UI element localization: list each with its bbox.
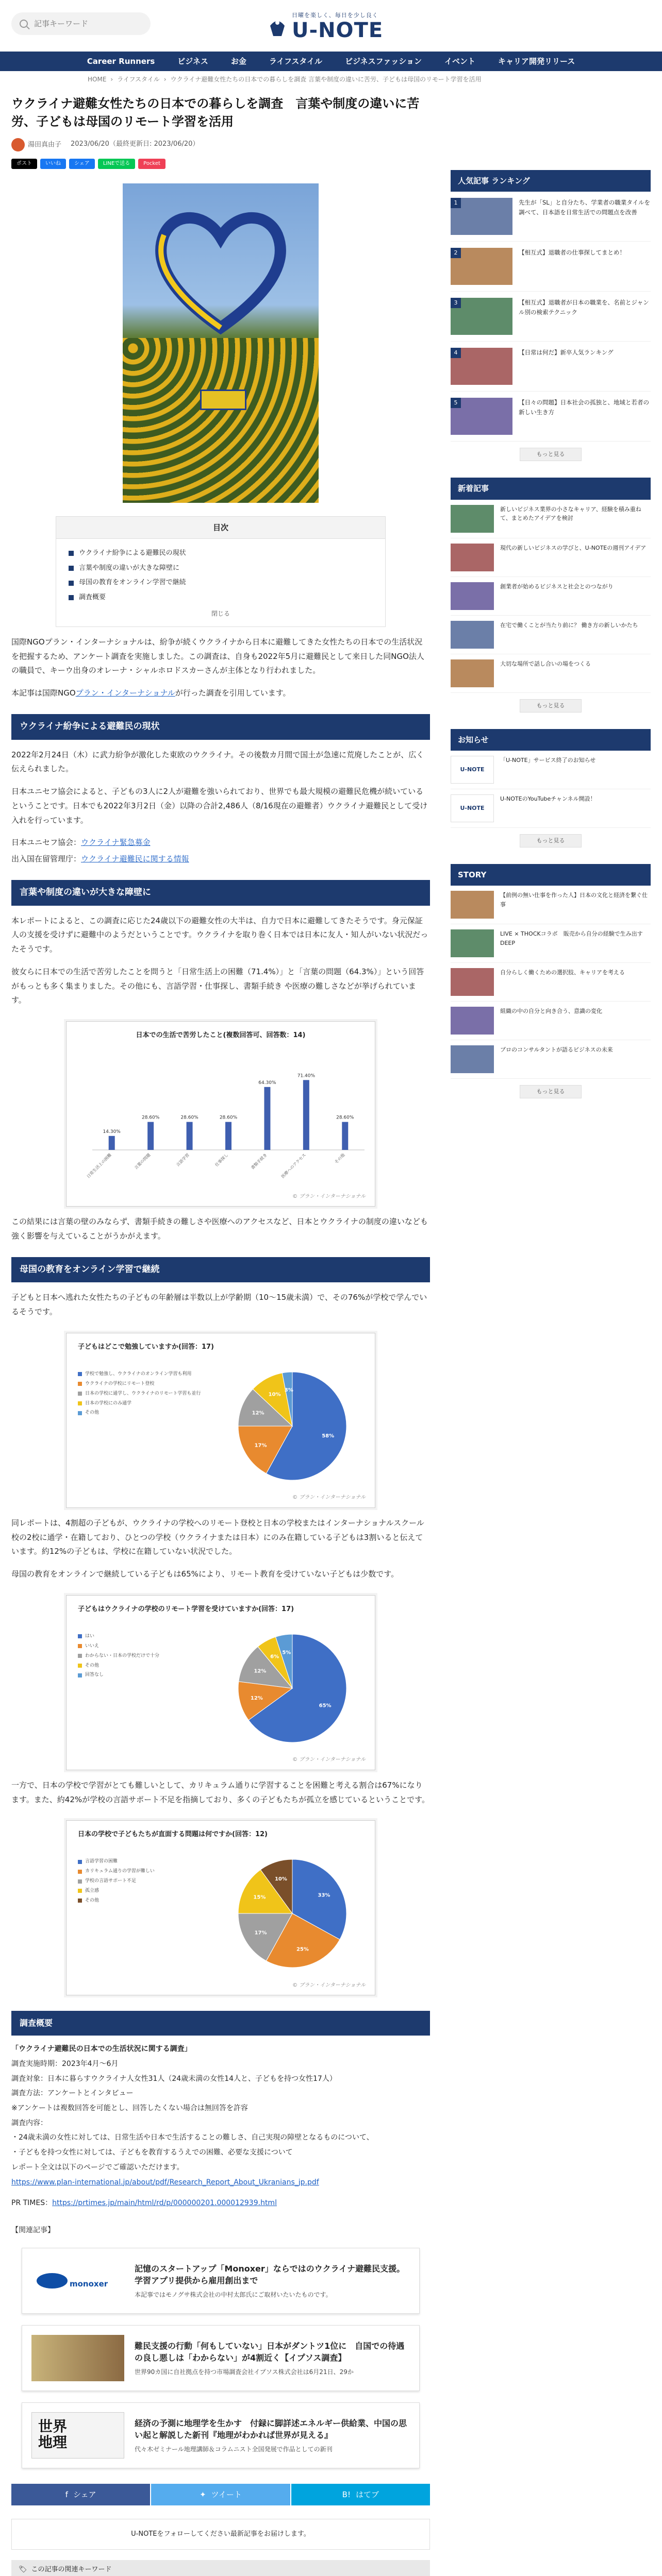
pie-slice-label: 15%: [253, 1894, 266, 1901]
paragraph: 国際NGOプラン・インターナショナルは、紛争が続くウクライナから日本に避難してきた女性たちの日本での生活状況を把握するため、アンケート調査を実施しました。この調査は、自身も2022年5月に避難民として来日した同NGO法人の職員で、キーウ出身のオレーナ・シャルホロドスカーさんが主体となり行われました。: [11, 637, 424, 675]
x-tick-label: 書類手続き: [250, 1152, 268, 1171]
story-title: 組織の中の自分と向き合う、意識の変化: [500, 1008, 602, 1014]
bar: [147, 1122, 154, 1150]
survey-details: 「ウクライナ避難民の日本での生活状況に関する調査」 調査実施時期：2023年4月〜6月 調査対象：日本に暮らすウクライナ人女性31人（24歳未満の女性14人と、子どもを持つ女性17人） 調査方法：アンケートとインタビュー ※アンケートは複数回答を可能とし、回答したくない場合は無回答を許容 調査内容： ・24歳未満の女性に対しては、日常生活や日本で生活することの難しさ、自己実現の障壁となるものについて、 ・子どもを持つ女性に対しては、子どもを教育するうえでの困難、必要な支援について レポート全文は以下のページでご確認いただけます。 https://www.plan-international.jp/about/pdf/Research_Report_About_Ukranians_jp.pdf PR TIMES：https://prtimes.jp/main/html/rd/p/000000201.000012939.html: [11, 2045, 374, 2208]
facebook-icon: f: [65, 2490, 68, 2500]
pie-chart-card: [66, 1595, 375, 1770]
survey-heading: 調査概要: [11, 2011, 430, 2036]
sunflower-field: [123, 338, 319, 503]
bar: [109, 1136, 115, 1150]
legend-swatch: [78, 1644, 82, 1648]
ranking-item[interactable]: [451, 342, 651, 392]
bar-value-label: 14.30%: [103, 1129, 121, 1134]
search-input[interactable]: [34, 19, 142, 28]
legend-label: いいえ: [85, 1643, 100, 1649]
related-thumb: [31, 2335, 124, 2381]
legend-entry: [78, 1651, 159, 1661]
legend-label: わからない・日本の学校だけで十分: [85, 1653, 160, 1658]
ranking-thumb: [451, 348, 512, 385]
legend-swatch: [78, 1879, 82, 1884]
related-article-card[interactable]: 難民支援の行動「何もしていない」日本がダントツ1位に 自国での待遇の良し悪しは「わからない」が4割近く【イプソス調査】 世界90カ国に自社拠点を持つ市場調査会社イプソス株式会社は6月21日、29か: [22, 2325, 420, 2391]
ranking-number: 1: [451, 198, 461, 208]
nav-career-release[interactable]: キャリア開発リリース: [498, 56, 575, 66]
legend-swatch: [78, 1382, 82, 1386]
related-label: 【関連記事】: [11, 2226, 55, 2234]
paragraph: 出入国在留管理庁：ウクライナ避難民に関する情報: [11, 854, 189, 864]
story-thumb: [451, 1045, 494, 1073]
legend-entry: [78, 1670, 159, 1680]
legend-swatch: [78, 1870, 82, 1874]
pie-slice-label: 12%: [250, 1695, 263, 1701]
bird-icon: ✦: [200, 2490, 206, 2500]
pie-slice-label: 10%: [268, 1392, 281, 1398]
legend-label: ウクライナの学校にリモート登校: [85, 1381, 155, 1386]
bar: [264, 1087, 270, 1150]
new-articles-heading: 新着記事: [451, 478, 651, 499]
bar-chart: [67, 1042, 375, 1196]
pie-chart: [215, 1359, 370, 1493]
logo-text: U-NOTE: [292, 18, 384, 42]
ranking-title: 【相互式】退職者の仕事探してまとめ！: [519, 249, 625, 257]
more-button[interactable]: もっと見る: [520, 448, 582, 461]
related-article-card[interactable]: 世界 地理 経済の予測に地理学を生かす 付録に脚詳述エネルギー供給業、中国の思い起と解説した新刊『地理がわかれば世界が見える』 代々木ゼミナール地理講師＆コラムニスト全国発展で作品としての新刊: [22, 2402, 420, 2468]
story-item[interactable]: [451, 1002, 651, 1040]
more-button[interactable]: もっと見る: [520, 1085, 582, 1098]
story-thumb: [451, 968, 494, 996]
more-button[interactable]: もっと見る: [520, 834, 582, 848]
bench: [200, 389, 246, 410]
legend-label: カリキュラム通りの学習が難しい: [85, 1869, 155, 1874]
ranking-thumb: [451, 398, 512, 435]
sidebar: [451, 88, 651, 2576]
bar: [342, 1122, 348, 1150]
notice-heading: お知らせ: [451, 729, 651, 751]
nav-lifestyle[interactable]: ライフスタイル: [269, 56, 323, 66]
immigration-link[interactable]: ウクライナ避難民に関する情報: [81, 854, 189, 864]
news-thumb: [451, 582, 494, 610]
ranking-number: 4: [451, 348, 461, 358]
bar-value-label: 28.60%: [180, 1115, 198, 1121]
ranking-number: 3: [451, 298, 461, 308]
legend-label: 日本の学校にのみ通学: [85, 1400, 132, 1406]
legend-swatch: [78, 1664, 82, 1668]
legend-entry: [78, 1369, 201, 1379]
story-title: 自分らしく働くための選択肢、キャリアを考える: [500, 969, 625, 976]
x-tick-label: その他: [334, 1152, 346, 1165]
bar-value-label: 64.30%: [258, 1080, 276, 1086]
legend-entry: [78, 1857, 155, 1867]
news-thumb: [451, 659, 494, 687]
pie-slice-label: 33%: [318, 1892, 330, 1899]
author-name: 湯田真由子: [28, 141, 62, 149]
news-title: 在宅で働くことが当たり前に？ 働き方の新しいかたち: [500, 621, 638, 629]
legend-entry: [78, 1661, 159, 1671]
news-item[interactable]: [451, 577, 651, 616]
legend-swatch: [78, 1372, 82, 1376]
article: [11, 88, 430, 2576]
x-tick-label: 日常生活上の困難: [86, 1152, 113, 1179]
tag-icon: 🏷: [19, 2566, 27, 2574]
story-item[interactable]: [451, 886, 651, 924]
news-title: 創業者が始めるビジネスと社会とのつながり: [500, 583, 614, 590]
breadcrumb: HOME › ライフスタイル › ウクライナ避難女性たちの日本での暮らしを調査 言葉や制度の違いに苦労、子どもは母国のリモート学習を活用: [0, 71, 662, 88]
paragraph: 日本ユニセフ協会によると、子どもの3人に2人が避難を強いられており、世界でも最大規模の避難民危機が続いているということです。日本でも2022年3月2日（金）以降の合計2,486人（8/16現在の避難者）ウクライナ避難民として受け入れを行っています。: [11, 787, 428, 825]
legend-swatch: [78, 1401, 82, 1405]
legend-label: その他: [85, 1410, 100, 1416]
legend-entry: [78, 1399, 201, 1409]
article-meta: [11, 138, 430, 151]
chart-watermark: © プラン・インターナショナル: [292, 1982, 366, 1988]
legend-swatch: [78, 1392, 82, 1396]
paragraph: 一方で、日本の学校で学習がとても難しいとして、カリキュラム通りに学習することを困難と考える割合は67%になります。また、約42%が学校の言語サポート不足を指摘しており、多くの子どもたちが孤立を感じているということです。: [11, 1780, 429, 1804]
ranking-heading: 人気記事 ランキング: [451, 170, 651, 192]
legend-swatch: [78, 1860, 82, 1864]
hero-image: [123, 183, 319, 503]
share-buttons: [11, 159, 430, 169]
pie-slice-label: 5%: [282, 1650, 291, 1656]
unicef-link[interactable]: ウクライナ緊急募金: [81, 838, 151, 848]
chart-watermark: © プラン・インターナショナル: [292, 1193, 366, 1199]
logo-mark-icon: [268, 15, 287, 38]
article-title: ウクライナ避難女性たちの日本での暮らしを調査 言葉や制度の違いに苦労、子どもは母国のリモート学習を活用: [11, 96, 420, 129]
paragraph: この結果には言葉の壁のみならず、書類手続きの難しさや医療へのアクセスなど、日本とウクライナの制度の違いなども強く影響を与えていることがうかがえます。: [11, 1217, 428, 1241]
ranking-title: 【日常は何だ】新卒人気ランキング: [519, 349, 614, 357]
legend-entry: [78, 1632, 159, 1641]
pie-slice-label: 17%: [254, 1443, 267, 1449]
table-of-contents: [56, 516, 386, 627]
section-heading: 母国の教育をオンライン学習で継続: [11, 1257, 430, 1283]
x-tick-label: 医療へのアクセス: [280, 1152, 307, 1179]
tweet-button[interactable]: ✦ ツイート: [151, 2484, 290, 2505]
paragraph: 日本ユニセフ協会：ウクライナ緊急募金: [11, 838, 151, 848]
hatena-icon: B!: [342, 2490, 351, 2500]
pie-chart: [215, 1621, 370, 1755]
news-item[interactable]: [451, 500, 651, 538]
legend-label: 孤立感: [85, 1888, 100, 1894]
facebook-share-button[interactable]: f シェア: [11, 2484, 150, 2505]
news-item[interactable]: [451, 654, 651, 693]
pie-slice-label: 10%: [274, 1876, 287, 1883]
pie-chart-card: [66, 1333, 375, 1508]
legend-label: 学校の言語サポート不足: [85, 1878, 137, 1884]
legend-entry: [78, 1886, 155, 1896]
pie-slice-label: 17%: [254, 1930, 267, 1936]
paragraph: 本記事は国際NGOプラン・インターナショナルが行った調査を引用しています。: [11, 688, 291, 698]
story-item[interactable]: [451, 924, 651, 963]
news-thumb: [451, 544, 494, 571]
breadcrumb-category[interactable]: ライフスタイル: [117, 75, 160, 83]
heart-sculpture-icon: [148, 199, 293, 343]
like-button[interactable]: いいね: [40, 159, 66, 169]
nav-event[interactable]: イベント: [444, 56, 476, 66]
chart-title: 日本の学校で子どもたちが直面する問題は何ですか(回答：12): [78, 1831, 268, 1839]
ranking-title: 先生が「SL」と自分たち、学業者の職業タイルを調べて、日本語を日常生活での問題点を改善: [519, 199, 650, 216]
x-tick-label: 言葉の問題: [133, 1152, 152, 1171]
ranking-item[interactable]: [451, 192, 651, 242]
toc-close-button[interactable]: 閉じる: [211, 609, 230, 617]
bar-chart-card: [66, 1021, 375, 1207]
breadcrumb-current: ウクライナ避難女性たちの日本での暮らしを調査 言葉や制度の違いに苦労、子どもは母国のリモート学習を活用: [170, 75, 482, 83]
legend-swatch: [78, 1411, 82, 1415]
ranking-title: 【相互式】退職者が日本の職業を、名前とジャンル別の検索テクニック: [519, 299, 649, 316]
related-article-card[interactable]: monoxer 記憶のスタートアップ「Monoxer」ならではのウクライナ避難民支援。学習アプリ提供から雇用創出まで 本記事ではモノグサ株式会社の中村太郎氏にご取材いたいたものです。: [22, 2248, 420, 2314]
pie-slice-label: 3%: [284, 1387, 293, 1393]
legend-entry: [78, 1641, 159, 1651]
keyword-heading: 🏷 この記事の関連キーワード: [11, 2560, 430, 2576]
chart-title: 日本での生活で苦労したこと(複数回答可、回答数：14): [136, 1031, 306, 1040]
news-title: 大切な場所で話し合いの場をつくる: [500, 660, 591, 667]
legend-entry: [78, 1408, 201, 1418]
follow-box[interactable]: U-NOTEをフォローしてください最新記事をお届けします。: [11, 2519, 430, 2550]
x-tick-label: 仕事探し: [214, 1152, 229, 1167]
paragraph: 母国の教育をオンラインで継続している子どもは65%により、リモート教育を受けていない子どもは少数です。: [11, 1569, 399, 1579]
logo-tagline: 日曜を楽しく、毎日を少し良く: [292, 12, 378, 19]
paragraph: 彼女らに日本での生活で苦労したことを問うと「日常生活上の困難（71.4%）」と「言葉の問題（64.3%）」という回答がもっとも多く集まりました。その他にも、言語学習・仕事探し、書類手続き や医療の難しさなどが挙げられています。: [11, 967, 424, 1005]
notice-item[interactable]: U-NOTE 「U-NOTE」サービス終了のお知らせ: [451, 751, 651, 789]
hatena-button[interactable]: B! はてブ: [291, 2484, 430, 2505]
legend-entry: [78, 1389, 201, 1399]
more-button[interactable]: もっと見る: [520, 699, 582, 713]
pie-chart: [215, 1846, 370, 1980]
related-thumb: 世界 地理: [31, 2412, 124, 2459]
paragraph: 子どもと日本へ逃れた女性たちの子どもの年齢層は半数以上が学齢期（10〜15歳未満）で、その76%が学校で学んでいるそうです。: [11, 1293, 427, 1317]
pie-slice-label: 12%: [254, 1668, 267, 1674]
bar-value-label: 71.40%: [297, 1073, 316, 1079]
legend-swatch: [78, 1673, 82, 1677]
chart-title: 子どもはどこで勉強していますか(回答：17): [78, 1343, 214, 1351]
bar: [187, 1122, 193, 1150]
ranking-number: 2: [451, 248, 461, 258]
legend-swatch: [78, 1899, 82, 1903]
ranking-item[interactable]: [451, 242, 651, 292]
bar-value-label: 28.60%: [219, 1115, 238, 1121]
pie-slice-label: 65%: [319, 1703, 332, 1709]
pie-slice-label: 25%: [296, 1946, 309, 1953]
prtimes-link[interactable]: https://prtimes.jp/main/html/rd/p/000000201.000012939.html: [52, 2199, 277, 2208]
legend-swatch: [78, 1889, 82, 1893]
line-button[interactable]: LINEで送る: [98, 159, 135, 169]
report-link[interactable]: https://www.plan-international.jp/about/pdf/Research_Report_About_Ukranians_jp.pdf: [11, 2178, 319, 2187]
post-button[interactable]: ポスト: [11, 159, 37, 169]
news-list: [451, 500, 651, 693]
pie-slice-label: 6%: [270, 1654, 279, 1660]
bar-value-label: 28.60%: [141, 1115, 160, 1121]
author[interactable]: [11, 138, 61, 151]
story-thumb: [451, 891, 494, 919]
legend-entry: [78, 1896, 155, 1906]
story-item[interactable]: [451, 1040, 651, 1079]
legend-label: その他: [85, 1663, 100, 1668]
story-item[interactable]: [451, 963, 651, 1002]
ranking-item[interactable]: [451, 292, 651, 342]
ranking-thumb: [451, 298, 512, 335]
avatar: [11, 138, 25, 151]
related-thumb: monoxer: [31, 2258, 124, 2304]
story-heading: STORY: [451, 864, 651, 886]
news-item[interactable]: [451, 616, 651, 654]
bar: [225, 1122, 231, 1150]
legend-entry: [78, 1876, 155, 1886]
story-list: [451, 886, 651, 1079]
published-date: 2023/06/20（最終更新日: 2023/06/20）: [71, 140, 200, 148]
search-box[interactable]: [11, 12, 151, 35]
news-item[interactable]: [451, 538, 651, 577]
ranking-item[interactable]: [451, 392, 651, 442]
toc-item[interactable]: 言葉や制度の違いが大きな障壁に: [69, 561, 373, 576]
chart-legend: [78, 1632, 159, 1680]
main-nav: [0, 52, 662, 71]
ranking-thumb: [451, 248, 512, 285]
pie-chart-card: [66, 1820, 375, 1995]
x-tick-label: 言語学習: [175, 1152, 190, 1167]
paragraph: 2022年2月24日（木）に武力紛争が激化した東欧のウクライナ。その後数カ月間で国土が急速に荒廃したことが、広く伝えられました。: [11, 750, 424, 774]
pocket-button[interactable]: Pocket: [138, 159, 166, 169]
story-title: プロのコンサルタントが語るビジネスの未来: [500, 1046, 613, 1053]
toc-title: 目次: [56, 517, 385, 539]
breadcrumb-home[interactable]: HOME: [88, 75, 107, 83]
ranking-thumb: [451, 198, 512, 235]
bar-value-label: 28.60%: [336, 1115, 354, 1121]
notice-item[interactable]: U-NOTE U-NOTEのYouTubeチャンネル開設！: [451, 789, 651, 828]
nav-business[interactable]: ビジネス: [177, 56, 208, 66]
section-heading: ウクライナ紛争による避難民の現状: [11, 714, 430, 740]
news-thumb: [451, 621, 494, 649]
legend-entry: [78, 1867, 155, 1876]
legend-swatch: [78, 1634, 82, 1638]
chart-legend: [78, 1369, 201, 1418]
toc-item[interactable]: 母国の教育をオンライン学習で継続: [69, 575, 373, 590]
story-thumb: [451, 1007, 494, 1035]
legend-swatch: [78, 1654, 82, 1658]
chart-watermark: © プラン・インターナショナル: [292, 1495, 366, 1501]
ranking-title: 【日々の問題】日本社会の孤独と、地域と若者の新しい生き方: [519, 399, 649, 416]
legend-label: 日本の学校に通学し、ウクライナのリモート学習も並行: [85, 1391, 201, 1396]
chart-legend: [78, 1857, 155, 1905]
header: [0, 0, 662, 52]
toc-item[interactable]: 調査概要: [69, 590, 373, 605]
nav-business-fashion[interactable]: ビジネスファッション: [345, 56, 422, 66]
pie-slice-label: 12%: [252, 1410, 264, 1416]
chart-title: 子どもはウクライナの学校のリモート学習を受けていますか(回答：17): [78, 1605, 294, 1613]
share-bar: [11, 2484, 430, 2505]
paragraph: 本レポートによると、この調査に応じた24歳以下の避難女性の大半は、自力で日本に避難してきたそうです。身元保証人の支援を受けずに避難中のようだということです。ウクライナを取り巻く日本では日本に友人・知人がいない状況だったそうです。: [11, 916, 428, 954]
legend-entry: [78, 1379, 201, 1389]
nav-career-runners[interactable]: Career Runners: [87, 56, 155, 66]
legend-label: その他: [85, 1897, 100, 1903]
legend-label: 学校で勉強し、ウクライナのオンライン学習も利用: [85, 1371, 192, 1377]
story-title: 【前例の無い仕事を作った人】日本の文化と経済を繋ぐ仕事: [500, 892, 648, 908]
news-title: 現代の新しいビジネスの学びと、U-NOTEの週刊アイデア: [500, 544, 647, 551]
story-thumb: [451, 929, 494, 957]
plan-link[interactable]: プラン・インターナショナル: [75, 688, 175, 698]
toc-item[interactable]: ウクライナ紛争による避難民の現状: [69, 546, 373, 561]
section-heading: 言葉や制度の違いが大きな障壁に: [11, 880, 430, 906]
facebook-share-button[interactable]: シェア: [69, 159, 95, 169]
nav-money[interactable]: お金: [230, 56, 246, 66]
story-title: LIVE × THOCKコラボ 販売から自分の経験で生み出すDEEP: [500, 930, 643, 946]
ranking-number: 5: [451, 398, 461, 408]
legend-label: 回答なし: [85, 1672, 104, 1678]
news-title: 新しいビジネス業界の小さなキャリア、経験を積み重ねて、まとめたアイデアを検討: [500, 505, 641, 522]
search-icon: [20, 20, 28, 28]
paragraph: 同レポートは、4割超の子どもが、ウクライナの学校へのリモート登校と日本の学校またはインターナショナルスクール校の2校に通学・在籍しており、ひとつの学校（ウクライナまたは日本）にのみ在籍している子どもは3割いると伝えています。約12%の子どもは、学校に在籍していない状況でした。: [11, 1518, 424, 1556]
ranking-list: [451, 192, 651, 442]
news-thumb: [451, 505, 494, 533]
site-logo[interactable]: [268, 5, 402, 48]
legend-label: はい: [85, 1633, 95, 1639]
pie-slice-label: 58%: [322, 1433, 335, 1439]
bar: [303, 1080, 309, 1150]
legend-label: 言語学習の困難: [85, 1859, 118, 1865]
chart-watermark: © プラン・インターナショナル: [292, 1757, 366, 1763]
